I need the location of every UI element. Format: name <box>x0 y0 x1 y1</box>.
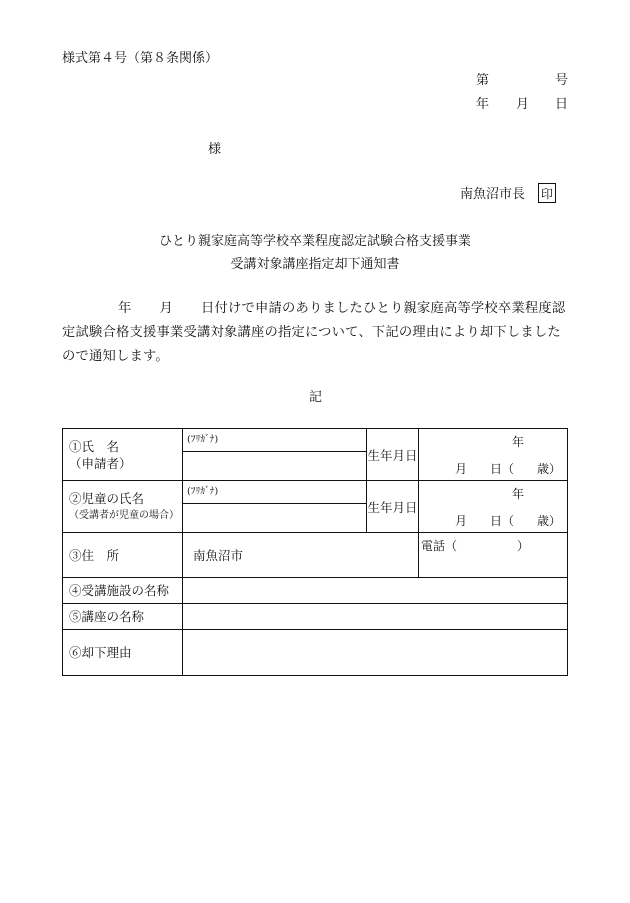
child-name-label-text: ②児童の氏名 <box>69 490 145 506</box>
body-paragraph <box>62 297 572 369</box>
address-field[interactable] <box>183 533 419 578</box>
child-dob-day: 日（ <box>489 513 514 528</box>
course-name-field[interactable] <box>183 604 568 630</box>
child-name-label <box>63 481 183 533</box>
applicant-info-table <box>62 428 568 676</box>
applicant-furigana-cell[interactable] <box>183 429 367 452</box>
date-year-label: 年 <box>476 97 490 112</box>
applicant-dob-month: 月 <box>455 461 468 476</box>
facility-name-field[interactable] <box>183 578 568 604</box>
child-name-field[interactable] <box>183 504 367 533</box>
applicant-name-label-text: ①氏 名 <box>69 438 120 454</box>
rejection-reason-field[interactable] <box>183 630 568 676</box>
date-day-label: 日 <box>555 97 569 112</box>
child-furigana-label: (ﾌﾘｶﾞﾅ) <box>187 486 219 497</box>
child-furigana-cell[interactable] <box>183 481 367 504</box>
facility-name-label: ④受講施設の名称 <box>63 578 183 604</box>
applicant-name-label <box>63 429 183 481</box>
child-dob-year: 年 <box>511 486 524 501</box>
document-title-line1: ひとり親家庭高等学校卒業程度認定試験合格支援事業 <box>158 234 471 249</box>
applicant-dob-year: 年 <box>511 434 524 449</box>
document-number-suffix: 号 <box>555 73 569 88</box>
phone-field[interactable] <box>419 533 568 578</box>
document-number-prefix: 第 <box>476 73 490 88</box>
child-dob-cell[interactable] <box>419 481 568 533</box>
address-label: ③住 所 <box>63 533 183 578</box>
seal-stamp: 印 <box>538 183 556 203</box>
rejection-reason-label: ⑥却下理由 <box>63 630 183 676</box>
body-month-label: 月 <box>159 301 173 316</box>
applicant-name-field[interactable] <box>183 452 367 481</box>
course-name-label: ⑤講座の名称 <box>63 604 183 630</box>
applicant-furigana-label: (ﾌﾘｶﾞﾅ) <box>187 434 219 445</box>
address-value: 南魚沼市 <box>193 548 244 563</box>
applicant-name-label-sub: （申請者） <box>69 455 132 471</box>
child-dob-age: 歳） <box>536 513 561 528</box>
applicant-dob-cell[interactable] <box>419 429 568 481</box>
body-year-label: 年 <box>118 301 132 316</box>
child-dob-label: 生年月日 <box>367 481 419 533</box>
form-number: 様式第４号（第８条関係） <box>62 51 219 66</box>
applicant-dob-age: 歳） <box>536 461 561 476</box>
phone-label: 電話（ ） <box>421 539 530 553</box>
addressee-honorific: 様 <box>208 142 222 157</box>
applicant-dob-label: 生年月日 <box>367 429 419 481</box>
body-text: 日付けで申請のありましたひとり親家庭高等学校卒業程度認定試験合格支援事業受講対象講座の指定について、下記の理由により却下しましたので通知します。 <box>62 301 566 364</box>
issuer-name: 南魚沼市長 <box>460 187 526 202</box>
child-name-label-sub: （受講者が児童の場合） <box>69 509 179 521</box>
ki-heading: 記 <box>309 390 323 405</box>
date-month-label: 月 <box>516 97 530 112</box>
document-title-line2: 受講対象講座指定却下通知書 <box>230 257 400 272</box>
applicant-dob-day: 日（ <box>489 461 514 476</box>
child-dob-month: 月 <box>455 513 468 528</box>
